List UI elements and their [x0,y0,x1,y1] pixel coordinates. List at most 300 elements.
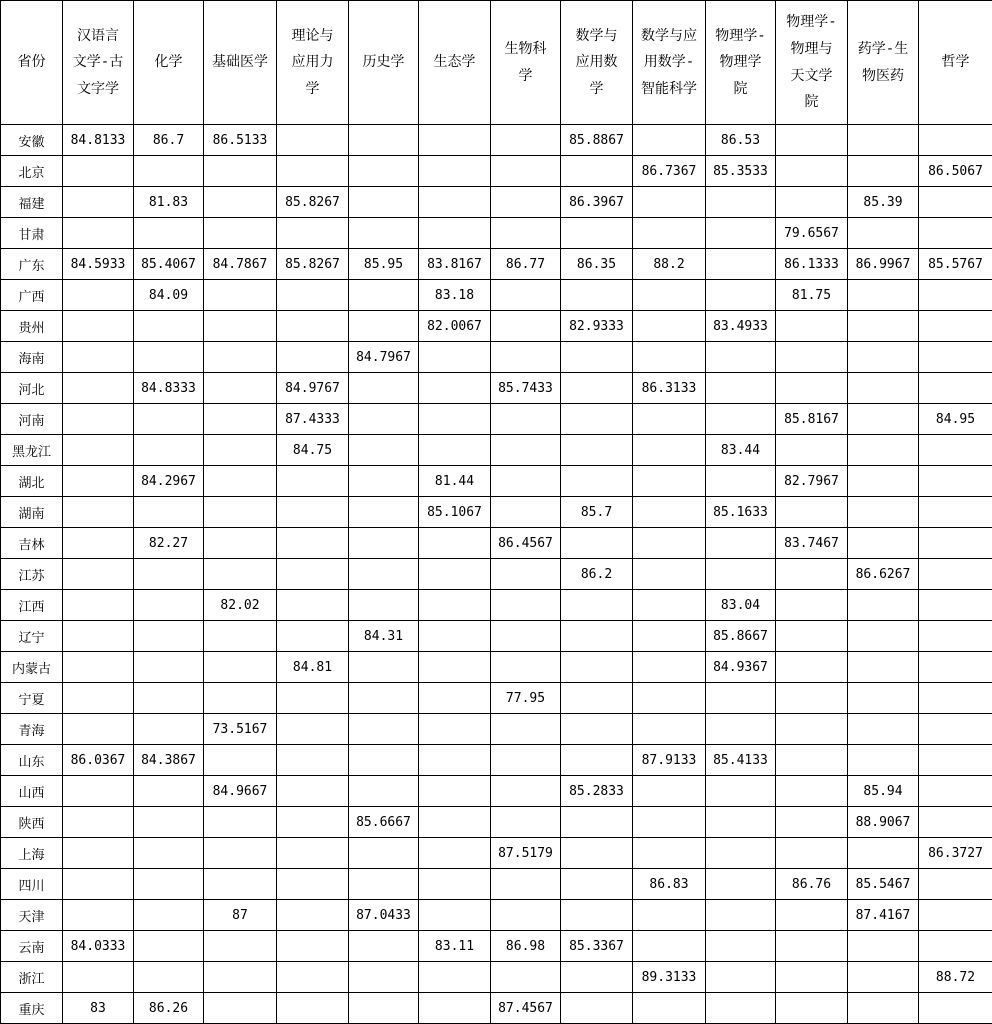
score-cell [419,869,491,900]
score-cell [349,156,419,187]
score-cell [633,683,706,714]
score-cell [63,652,134,683]
score-cell: 85.5467 [848,869,919,900]
score-cell [491,714,561,745]
score-cell [204,342,277,373]
score-cell: 83.8167 [419,249,491,280]
score-cell: 81.44 [419,466,491,497]
score-cell [919,745,992,776]
score-cell: 85.8167 [776,404,848,435]
score-cell [776,590,848,621]
score-cell: 84.7867 [204,249,277,280]
score-cell [633,590,706,621]
score-cell [277,838,349,869]
score-cell [349,931,419,962]
province-cell: 河南 [1,404,63,435]
score-cell [349,590,419,621]
score-cell: 84.9667 [204,776,277,807]
score-cell [204,745,277,776]
table-row [1,125,992,156]
score-cell: 82.02 [204,590,277,621]
score-cell [706,528,776,559]
score-cell [919,807,992,838]
province-cell: 江苏 [1,559,63,590]
score-cell [848,962,919,993]
score-cell [919,311,992,342]
score-cell [633,280,706,311]
score-cell: 86.5133 [204,125,277,156]
score-cell: 88.9067 [848,807,919,838]
score-cell [919,776,992,807]
score-cell [561,807,633,838]
province-cell: 上海 [1,838,63,869]
score-cell [277,311,349,342]
score-cell [706,776,776,807]
score-cell: 86.1333 [776,249,848,280]
score-cell [63,218,134,249]
province-cell: 青海 [1,714,63,745]
score-cell [633,528,706,559]
score-cell [204,652,277,683]
score-cell [706,931,776,962]
score-cell [63,311,134,342]
score-cell [349,776,419,807]
score-cell: 86.98 [491,931,561,962]
score-cell [848,683,919,714]
score-cell [491,559,561,590]
score-cell [491,652,561,683]
score-cell [491,404,561,435]
table-row [1,869,992,900]
score-cell [848,621,919,652]
province-cell: 天津 [1,900,63,931]
score-cell [204,869,277,900]
score-cell [919,125,992,156]
score-cell [63,528,134,559]
score-cell [706,962,776,993]
score-cell: 86.7367 [633,156,706,187]
score-cell [134,342,204,373]
table-row [1,404,992,435]
score-cell [776,993,848,1024]
score-cell [349,993,419,1024]
table-row [1,311,992,342]
score-cell [134,311,204,342]
score-cell: 85.94 [848,776,919,807]
score-cell [349,125,419,156]
score-cell [419,900,491,931]
score-cell [633,125,706,156]
header-cell-program: 哲学 [919,1,992,125]
score-cell [277,559,349,590]
table-row [1,714,992,745]
score-cell [419,621,491,652]
score-cell [349,869,419,900]
score-cell [349,373,419,404]
score-cell [419,404,491,435]
score-cell: 86.0367 [63,745,134,776]
score-cell [204,466,277,497]
score-cell [419,714,491,745]
score-cell [706,249,776,280]
score-cell [633,218,706,249]
table-row [1,435,992,466]
score-cell [776,714,848,745]
score-cell: 85.3533 [706,156,776,187]
score-cell [419,652,491,683]
score-cell: 86.5067 [919,156,992,187]
score-cell [491,590,561,621]
score-cell [706,993,776,1024]
score-cell [63,621,134,652]
score-cell [633,993,706,1024]
province-cell: 福建 [1,187,63,218]
score-cell: 82.27 [134,528,204,559]
score-cell [776,900,848,931]
score-cell [277,156,349,187]
score-cell [419,156,491,187]
score-cell: 86.7 [134,125,204,156]
table-row [1,962,992,993]
header-cell-program: 物理学-物理与天文学院 [776,1,848,125]
score-cell [134,218,204,249]
score-cell [491,311,561,342]
score-cell [204,559,277,590]
score-cell [63,900,134,931]
score-cell [919,900,992,931]
score-cell: 86.77 [491,249,561,280]
score-cell [349,435,419,466]
score-cell [204,528,277,559]
table-row [1,931,992,962]
score-cell: 86.26 [134,993,204,1024]
province-cell: 江西 [1,590,63,621]
score-cell [63,187,134,218]
score-cell: 84.2967 [134,466,204,497]
score-cell [277,962,349,993]
score-cell [633,497,706,528]
score-cell: 86.6267 [848,559,919,590]
score-cell [776,373,848,404]
score-cell [848,125,919,156]
score-cell [419,590,491,621]
table-row [1,652,992,683]
score-cell: 84.09 [134,280,204,311]
header-cell-program: 生态学 [419,1,491,125]
score-cell: 84.0333 [63,931,134,962]
table-row [1,342,992,373]
score-cell [277,683,349,714]
province-cell: 贵州 [1,311,63,342]
score-cell [419,745,491,776]
score-cell [349,528,419,559]
score-cell: 88.2 [633,249,706,280]
score-cell [277,776,349,807]
score-cell: 85.8267 [277,249,349,280]
score-cell [919,187,992,218]
score-cell [277,745,349,776]
score-cell [776,559,848,590]
score-cell [277,590,349,621]
score-cell [633,342,706,373]
score-cell [776,435,848,466]
score-cell [277,497,349,528]
province-cell: 山西 [1,776,63,807]
score-cell [561,745,633,776]
table-row [1,776,992,807]
score-cell [277,528,349,559]
score-cell [561,652,633,683]
score-cell [204,683,277,714]
score-cell [204,187,277,218]
score-cell [134,497,204,528]
score-cell: 85.4067 [134,249,204,280]
score-cell: 84.81 [277,652,349,683]
score-cell [919,435,992,466]
score-cell [561,838,633,869]
table-row [1,807,992,838]
score-cell [277,869,349,900]
score-cell [776,838,848,869]
score-cell: 73.5167 [204,714,277,745]
table-row [1,218,992,249]
table-row [1,590,992,621]
score-cell [349,745,419,776]
score-cell: 85.4133 [706,745,776,776]
province-cell: 内蒙古 [1,652,63,683]
score-cell [848,466,919,497]
score-cell: 85.8667 [706,621,776,652]
score-cell [419,807,491,838]
score-cell [204,621,277,652]
score-cell: 85.1633 [706,497,776,528]
score-cell [561,156,633,187]
score-cell: 85.7433 [491,373,561,404]
score-cell [204,993,277,1024]
table-row [1,497,992,528]
score-cell: 82.9333 [561,311,633,342]
score-cell [349,714,419,745]
score-cell [134,962,204,993]
score-cell [419,342,491,373]
score-cell [134,807,204,838]
score-cell [419,838,491,869]
score-cell [204,435,277,466]
score-cell [277,900,349,931]
score-cell [491,621,561,652]
score-cell [919,466,992,497]
score-cell: 86.35 [561,249,633,280]
score-cell [633,807,706,838]
score-cell [277,621,349,652]
score-cell [349,280,419,311]
score-cell [134,652,204,683]
score-cell [204,280,277,311]
score-cell [919,342,992,373]
score-cell [419,528,491,559]
score-cell: 85.8267 [277,187,349,218]
score-cell [349,497,419,528]
score-cell: 85.1067 [419,497,491,528]
score-cell [919,621,992,652]
score-cell [848,497,919,528]
score-cell [419,218,491,249]
score-cell [848,218,919,249]
score-cell [706,342,776,373]
score-cell [134,931,204,962]
score-cell [633,311,706,342]
table-row [1,373,992,404]
score-cell: 85.3367 [561,931,633,962]
score-cell [561,962,633,993]
score-cell [63,466,134,497]
score-cell [204,962,277,993]
table-body [1,125,992,1024]
score-cell [134,621,204,652]
score-cell [349,838,419,869]
header-cell-program: 生物科学 [491,1,561,125]
score-cell [919,373,992,404]
score-cell [419,125,491,156]
score-cell [134,156,204,187]
table-row [1,528,992,559]
score-cell: 81.75 [776,280,848,311]
score-cell [848,156,919,187]
province-cell: 河北 [1,373,63,404]
score-cell [633,931,706,962]
score-cell [491,962,561,993]
score-cell [633,838,706,869]
score-cell [491,435,561,466]
score-cell [848,590,919,621]
score-cell [277,466,349,497]
table-header-row [1,1,992,125]
score-cell: 87.5179 [491,838,561,869]
score-cell [561,404,633,435]
score-cell [63,497,134,528]
score-cell [706,683,776,714]
score-cell [491,156,561,187]
score-cell: 86.4567 [491,528,561,559]
score-cell [848,652,919,683]
score-cell [419,776,491,807]
score-cell: 86.83 [633,869,706,900]
score-cell [561,218,633,249]
score-cell: 86.3727 [919,838,992,869]
score-cell: 85.6667 [349,807,419,838]
score-cell [776,187,848,218]
score-cell [561,714,633,745]
table-row [1,280,992,311]
score-cell: 86.3967 [561,187,633,218]
score-cell: 87.4167 [848,900,919,931]
score-cell: 85.7 [561,497,633,528]
score-cell [491,900,561,931]
score-cell [134,683,204,714]
score-cell: 85.39 [848,187,919,218]
score-cell [633,466,706,497]
score-cell [776,962,848,993]
score-cell [561,342,633,373]
score-cell: 83.18 [419,280,491,311]
score-cell [491,342,561,373]
province-cell: 四川 [1,869,63,900]
score-cell [349,683,419,714]
table-row [1,900,992,931]
score-cell [776,311,848,342]
score-cell [633,714,706,745]
score-cell [63,435,134,466]
score-cell [561,528,633,559]
score-cell: 85.5767 [919,249,992,280]
score-cell [706,280,776,311]
score-cell [63,683,134,714]
province-cell: 浙江 [1,962,63,993]
score-cell [204,931,277,962]
province-cell: 陕西 [1,807,63,838]
province-cell: 广东 [1,249,63,280]
score-cell [706,559,776,590]
score-cell [204,807,277,838]
province-cell: 云南 [1,931,63,962]
score-cell [561,993,633,1024]
score-cell [706,218,776,249]
score-cell [561,900,633,931]
score-cell: 84.8133 [63,125,134,156]
score-cell [706,404,776,435]
score-cell [848,404,919,435]
score-cell [706,900,776,931]
score-cell [63,156,134,187]
score-cell [848,714,919,745]
score-cell [706,714,776,745]
score-cell: 86.53 [706,125,776,156]
score-cell [491,807,561,838]
score-cell [277,714,349,745]
score-cell [706,466,776,497]
score-cell [848,311,919,342]
score-cell: 89.3133 [633,962,706,993]
table-row [1,249,992,280]
score-cell [204,838,277,869]
score-cell [776,342,848,373]
score-cell: 83.11 [419,931,491,962]
score-cell: 84.9767 [277,373,349,404]
score-cell [63,776,134,807]
score-cell [491,280,561,311]
score-cell [63,342,134,373]
score-cell: 85.2833 [561,776,633,807]
score-cell: 83.44 [706,435,776,466]
header-cell-program: 数学与应用数学 [561,1,633,125]
score-cell [848,838,919,869]
province-cell: 湖北 [1,466,63,497]
header-cell-program: 化学 [134,1,204,125]
score-cell [776,621,848,652]
score-cell [491,187,561,218]
score-cell [419,993,491,1024]
score-cell [134,714,204,745]
score-cell [491,776,561,807]
score-cell: 87 [204,900,277,931]
score-cell: 84.3867 [134,745,204,776]
score-cell [277,125,349,156]
score-cell: 88.72 [919,962,992,993]
score-cell: 84.95 [919,404,992,435]
score-cell [776,125,848,156]
table-row [1,559,992,590]
score-cell [706,187,776,218]
